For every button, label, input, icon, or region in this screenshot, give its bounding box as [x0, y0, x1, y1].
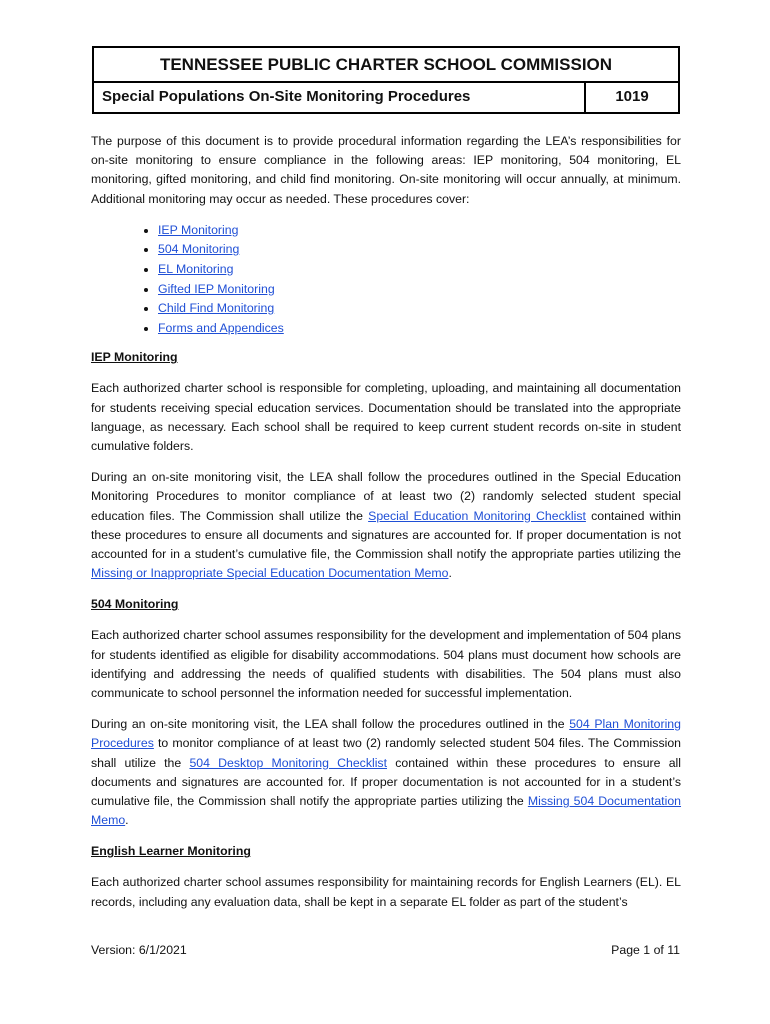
header-title: TENNESSEE PUBLIC CHARTER SCHOOL COMMISSION — [94, 48, 678, 83]
text-run: . — [125, 813, 129, 828]
text-run: During an on-site monitoring visit, the LEA shall follow the procedures outlined in the — [91, 717, 570, 732]
el-paragraph-1: Each authorized charter school assumes responsibility for maintaining records for English Learners (EL). EL records, including any evaluation data, shall be kept in a separate EL folder as part of the student’s — [91, 875, 681, 909]
document-header — [92, 46, 680, 114]
toc-item — [158, 221, 681, 241]
toc-link-el[interactable]: EL Monitoring — [158, 262, 234, 276]
link-sped-monitoring-checklist[interactable]: Special Education Monitoring Checklist — [368, 508, 586, 523]
text-run: During an on-site monitoring visit, the LEA shall follow the procedures outlined in the Special Education Monitoring Procedures to monitor compliance of at least two (2) randomly selected student special education files. The Commission shall utilize the — [91, 470, 681, 523]
iep-paragraph-2 — [91, 468, 681, 583]
text-run: . — [448, 566, 452, 581]
toc-item — [158, 319, 681, 339]
toc-item — [158, 299, 681, 319]
link-504-plan-procedures[interactable]: 504 Plan Monitoring Procedures — [91, 717, 681, 751]
footer-version: Version: 6/1/2021 — [91, 943, 187, 957]
section-heading-iep: IEP Monitoring — [91, 350, 178, 365]
toc-item — [158, 240, 681, 260]
header-number: 1019 — [615, 88, 649, 105]
s504-paragraph-1: Each authorized charter school assumes responsibility for the development and implementation of 504 plans for students identified as eligible for disability accommodations. 504 plans must document how schools are identifying and addressing the needs of qualified students with disabilities. The 504 plans must also communicate to school personnel the information needed for successful implementation. — [91, 628, 681, 701]
page-footer — [91, 943, 680, 957]
link-504-desktop-checklist[interactable]: 504 Desktop Monitoring Checklist — [189, 755, 388, 770]
section-heading-el: English Learner Monitoring — [91, 844, 251, 859]
toc-list — [91, 221, 681, 339]
toc-link-child-find[interactable]: Child Find Monitoring — [158, 301, 275, 316]
toc-link-iep[interactable]: IEP Monitoring — [158, 222, 239, 237]
header-subtitle: Special Populations On-Site Monitoring Procedures — [94, 83, 586, 113]
document-body — [91, 132, 681, 912]
section-heading-504: 504 Monitoring — [91, 597, 179, 612]
toc-item — [158, 280, 681, 300]
footer-page-number: Page 1 of 11 — [611, 943, 680, 957]
header-row — [94, 83, 678, 113]
text-run: contained within these procedures to ensure all documents and signatures are accounted for. If proper documentation is not accounted for in a student’s cumulative file, the Commission shall notify the appropriate parties utilizing the — [91, 755, 681, 809]
text-run: contained within these procedures to ensure all documents and signatures are accounted for. If proper documentation is not accounted for in a student’s cumulative file, the Commission shall notify the appropriate parties utilizing the — [91, 508, 681, 561]
iep-paragraph-1: Each authorized charter school is responsible for completing, uploading, and maintaining all documentation for students receiving special education services. Documentation should be translated into the appropriate language, as necessary. Each school shall be required to keep current student records on-site in student cumulative folders. — [91, 381, 681, 453]
link-missing-sped-memo[interactable]: Missing or Inappropriate Special Education Documentation Memo — [91, 566, 449, 581]
toc-link-504[interactable]: 504 Monitoring — [158, 242, 240, 257]
link-missing-504-memo[interactable]: Missing 504 Documentation Memo — [91, 794, 682, 828]
intro-paragraph: The purpose of this document is to provide procedural information regarding the LEA’s responsibilities for on-site monitoring to ensure compliance in the following areas: IEP monitoring, 504 monitoring, EL monitoring, gifted monitoring, and child find monitoring. On-site monitoring will occur annually, at minimum. Additional monitoring may occur as needed. These procedures cover: — [91, 134, 681, 206]
toc-link-forms[interactable]: Forms and Appendices — [158, 320, 284, 335]
text-run: to monitor compliance of at least two (2) randomly selected student 504 files. The Commission shall utilize the — [91, 736, 681, 770]
s504-paragraph-2 — [91, 715, 681, 830]
toc-link-gifted[interactable]: Gifted IEP Monitoring — [158, 281, 275, 296]
toc-item — [158, 260, 681, 280]
